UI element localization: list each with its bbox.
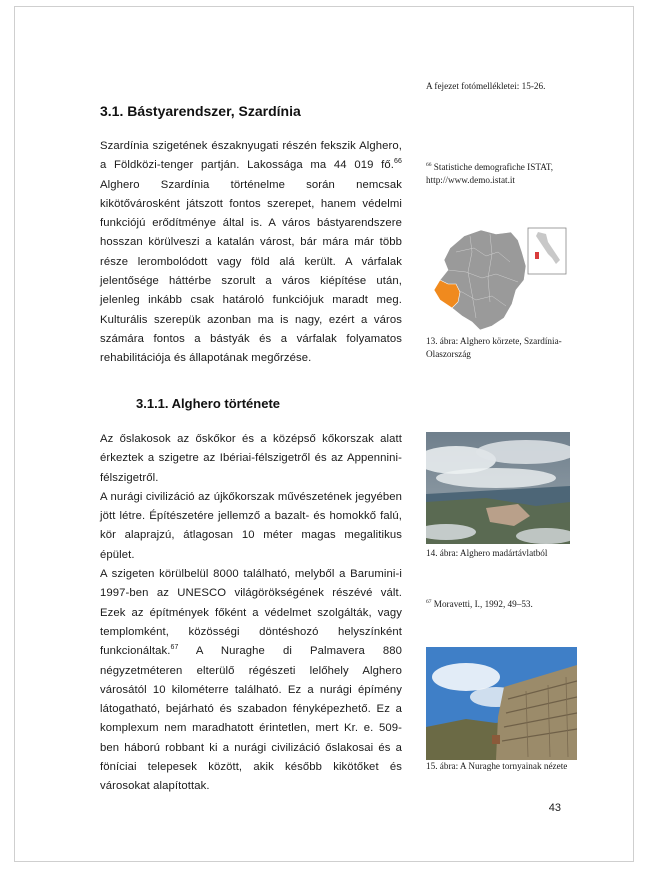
aerial-photo: [426, 432, 570, 544]
footnote-66: $^{66}$ Statistiche demografiche ISTAT, http://www.demo.istat.it: [426, 161, 554, 185]
history-text: [100, 430, 402, 797]
nuraghe-photo-figure: [426, 647, 577, 760]
nuraghe-photo: [426, 647, 577, 760]
footnote-ref-66[interactable]: 66: [394, 158, 402, 166]
sardinia-map-figure: [426, 222, 571, 336]
page-number: 43: [548, 802, 561, 814]
figure-13-caption: 13. ábra: Alghero körzete, Szardínia-Olaszország: [426, 336, 562, 359]
history-paragraph-1: Az őslakosok az őskőkor és a középső kőkorszak alatt érkeztek a szigetre az Ibériai-félszigetről és az Appennini-félszigetről.: [100, 433, 402, 484]
alghero-area-highlight: [434, 280, 460, 308]
history-paragraph-3: A szigeten körülbelül 8000 található, melyből a Barumini-i 1997-ben az UNESCO világörökségének részévé vált. Ezek az építmények főként a védelmet szolgálták, vagy templomként, közösségi döntéshozó helyszínként funkcionáltak.$^{67}$ A Nuraghe di Palmavera 880 négyzetméteren elterülő régészeti lelőhely Alghero városától 10 kilométerre található. Ez a nurági épímény látogatható, bejárható és szabadon fényképezhető. Ez a komplexum nem maradhatott érintetlen, mert Kr. e. 509-ben háború robbant ki a nurági civilizáció őslakosai és a föníciai telepesek között, akik később kikötőket és városokat alapítottak.: [100, 568, 402, 793]
figure-14-caption: 14. ábra: Alghero madártávlatból: [426, 548, 548, 558]
history-paragraph-2: A nurági civilizáció az újkőkorszak művészetének jegyében jött létre. Építészetére jellemző a bazalt- és homokkő falú, kör alaprajzú, átlagosan 10 méter magas megalitikus épület.: [100, 490, 402, 561]
footnote-ref-67[interactable]: 67: [170, 644, 179, 652]
subsection-title: 3.1.1. Alghero története: [136, 396, 280, 411]
section-title: 3.1. Bástyarendszer, Szardínia: [100, 103, 301, 119]
aerial-photo-figure: [426, 432, 570, 544]
figure-15-caption: 15. ábra: A Nuraghe tornyainak nézete: [426, 761, 568, 771]
section-paragraph-text: Szardínia szigetének északnyugati részén fekszik Alghero, a Földközi-tenger partján. Lakossága ma 44 019 fő.$^{66}$ Alghero Szardínia történelme során nemcsak kikötővárosként játszott fontos szerepet, hanem védelmi funkciójú erődítménye által is. A város bástyarendszere hosszan körülveszi a katalán várost, bár mára már több része lerombolódott vagy föld alá került. A várfalak jelentősége háttérbe szorult a város kiépítése után, jelenleg inkább csak határoló funkciójuk maradt meg. Kulturális szerepük azonban ma is nagy, ezért a város számára fontos a bástyák és a várfalak folyamatos rehabilitációja és állapotának megőrzése.: [100, 140, 402, 365]
section-paragraph: [100, 137, 402, 369]
footnote-67: $^{67}$ Moravetti, I., 1992, 49–53.: [426, 598, 533, 609]
sardinia-inset-marker: [535, 252, 539, 259]
chapter-photo-note: A fejezet fotómellékletei: 15-26.: [426, 81, 546, 91]
sardinia-map: [426, 222, 571, 336]
